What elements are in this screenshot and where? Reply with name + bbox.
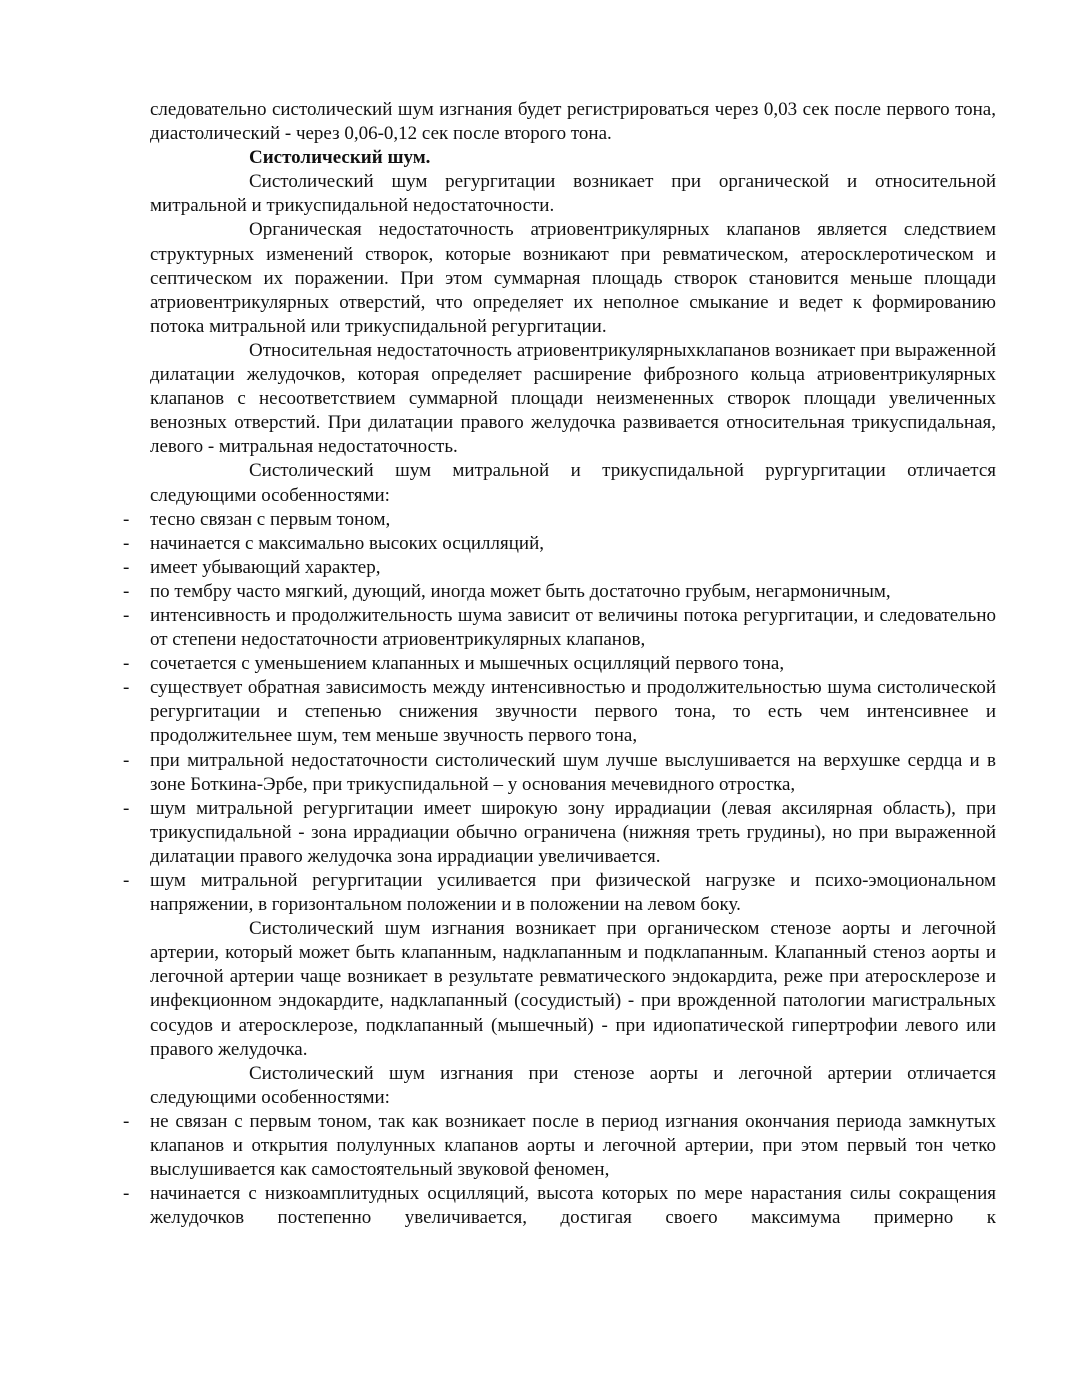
list-item: - имеет убывающий характер, <box>150 556 996 580</box>
list-item: - при митральной недостаточности систолический шум лучше выслушивается на верхушке сердца и в зоне Боткина-Эрбе, при трикуспидальной – у основания мечевидного отростка, <box>123 749 996 795</box>
list-item: - начинается с максимально высоких осцилляций, <box>150 532 996 556</box>
dash-marker: - <box>123 653 130 675</box>
dash-marker: - <box>123 556 130 578</box>
intro-paragraph: следовательно систолический шум изгнания будет регистрироваться через 0,03 сек после первого тона, диастолический - через 0,06-0,12 сек после второго тона. <box>150 99 996 145</box>
list-item: - не связан с первым тоном, так как возникает после в период изгнания окончания периода замкнутых клапанов и открытия полулунных клапанов аорты и легочной артерии, при этом первый тон четко выслушивается как самостоятельный звуковой феномен, <box>123 1110 996 1181</box>
section-heading: Систолический шум. <box>249 147 431 169</box>
dash-marker: - <box>123 870 130 891</box>
dash-marker: - <box>123 604 130 626</box>
features-list-ejection <box>123 1110 996 1230</box>
dash-marker: - <box>123 677 130 699</box>
paragraph-ejection-features-intro: Систолический шум изгнания при стенозе аорты и легочной артерии отличается следующими особенностями: <box>150 1062 996 1108</box>
dash-marker: - <box>123 580 130 602</box>
dash-marker: - <box>123 1110 130 1132</box>
dash-marker: - <box>123 797 130 819</box>
list-item: - шум митральной регургитации усиливается при физической нагрузке и психо-эмоциональном напряжении, в горизонтальном положении и в положении на левом боку. <box>123 870 996 916</box>
paragraph-features-intro: Систолический шум митральной и трикуспидальной рургургитации отличается следующими особенностями: <box>150 460 996 506</box>
dash-marker: - <box>123 749 130 771</box>
features-list-regurgitation <box>123 508 996 918</box>
dash-marker: - <box>123 1183 130 1205</box>
document-page <box>123 98 996 1230</box>
list-item: - шум митральной регургитации имеет широкую зону иррадиации (левая аксилярная область), при трикуспидальной - зона иррадиации обычно ограничена (нижняя треть грудины), но при выраженной дилатации правого желудочка зона иррадиации увеличивается. <box>123 797 996 867</box>
paragraph-ejection-murmur: Систолический шум изгнания возникает при органическом стенозе аорты и легочной артерии, который может быть клапанным, надклапанным и подклапанным. Клапанный стеноз аорты и легочной артерии чаще возникает в результате ревматического эндокардита, реже при атеросклерозе и инфекционном эндокардите, надклапанный (сосудистый) - при врожденной патологии магистральных сосудов и атеросклерозе, подклапанный (мышечный) - при идиопатической гипертрофии левого или правого желудочка. <box>150 918 996 1060</box>
list-item: - по тембру часто мягкий, дующий, иногда может быть достаточно грубым, негармоничным, <box>150 580 996 604</box>
list-item: - начинается с низкоамплитудных осцилляций, высота которых по мере нарастания силы сокращения желудочков постепенно увеличивается, достигая своего максимума примерно к <box>123 1183 996 1229</box>
paragraph-relative-insufficiency: Относительная недостаточность атриовентрикулярныхклапанов возникает при выраженной дилатации желудочков, которая определяет расширение фиброзного кольца атриовентрикулярных клапанов с несоответствием суммарной площади неизмененных створок площади увеличенных венозных отверстий. При дилатации правого желудочка развивается относительная трикуспидальная, левого - митральная недостаточность. <box>150 339 996 458</box>
list-item: - существует обратная зависимость между интенсивностью и продолжительностью шума систолической регургитации и степенью снижения звучности первого тона, то есть чем интенсивнее и продолжительнее шум, тем меньше звучность первого тона, <box>123 677 996 747</box>
dash-marker: - <box>123 532 130 554</box>
paragraph-organic-insufficiency: Органическая недостаточность атриовентрикулярных клапанов является следствием структурных изменений створок, которые возникают при ревматическом, атеросклеротическом и септическом их поражении. При этом суммарная площадь створок становится меньше площади атриовентрикулярных отверстий, что определяет их неполное смыкание и ведет к формированию потока митральной или трикуспидальной регургитации. <box>150 219 996 337</box>
list-item: - тесно связан с первым тоном, <box>150 508 996 532</box>
dash-marker: - <box>123 508 130 530</box>
paragraph-regurgitation: Систолический шум регургитации возникает при органической и относительной митральной и трикуспидальной недостаточности. <box>150 171 996 217</box>
list-item: - сочетается с уменьшением клапанных и мышечных осцилляций первого тона, <box>150 652 996 676</box>
list-item: - интенсивность и продолжительность шума зависит от величины потока регургитации, и следовательно от степени недостаточности атриовентрикулярных клапанов, <box>123 604 996 651</box>
